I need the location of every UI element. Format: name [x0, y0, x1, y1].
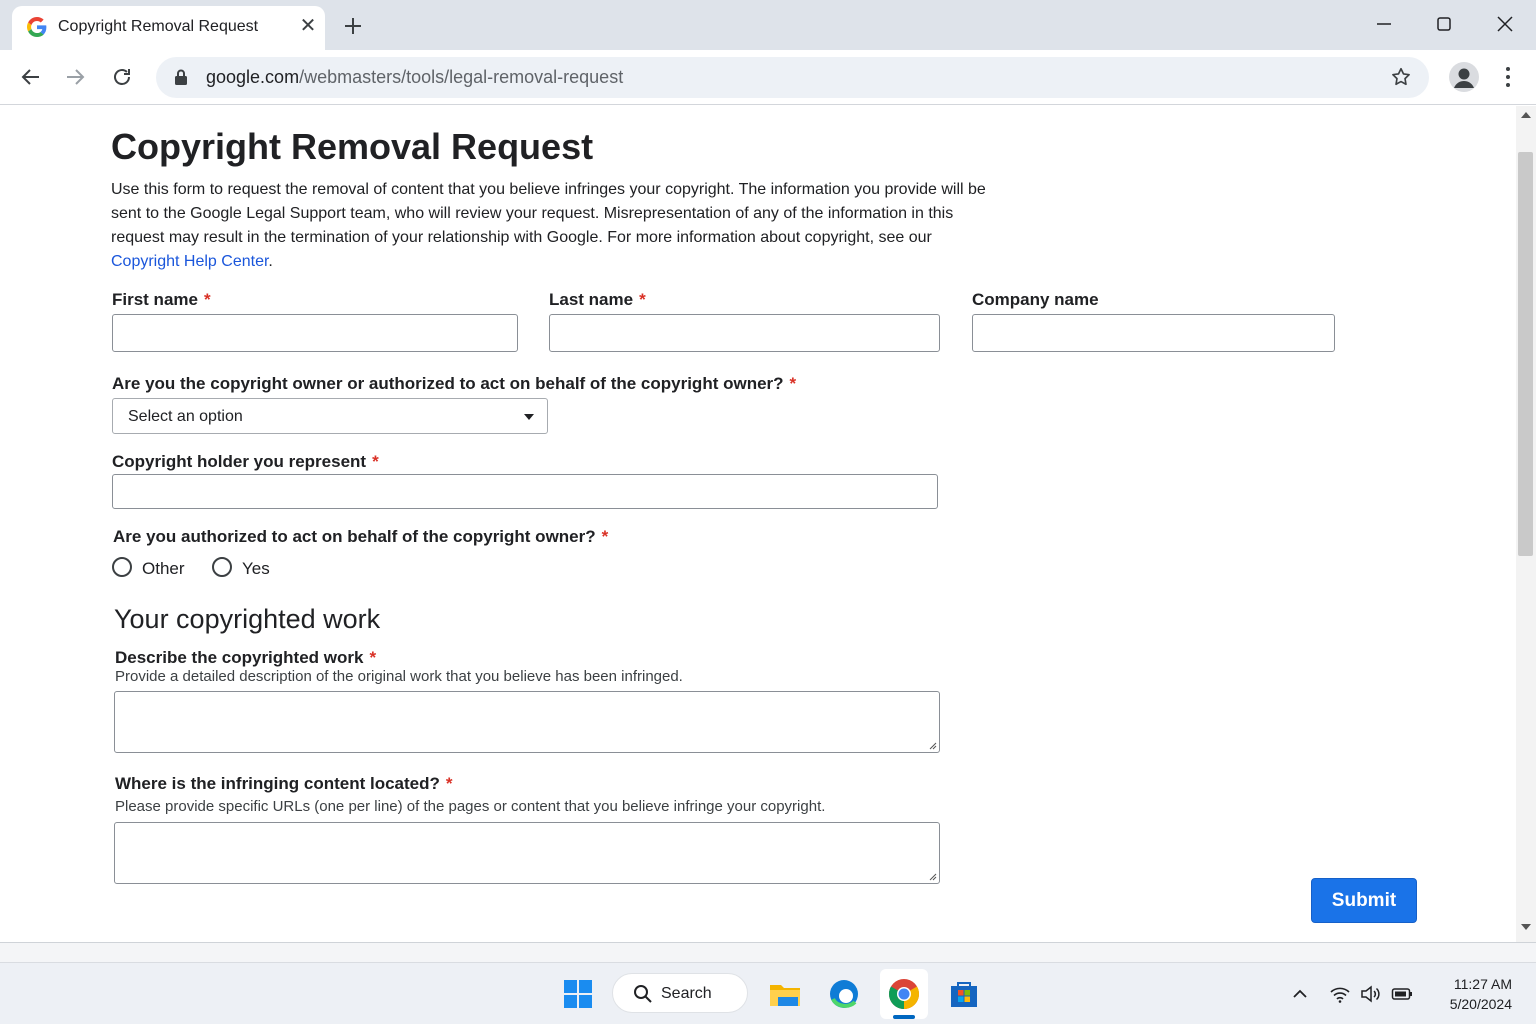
- minimize-icon[interactable]: [1372, 12, 1396, 36]
- intro-text: Use this form to request the removal of content that you believe infringes your copyright. The information you provide will be sent to the Google Legal Support team, who will review your request. Misrepresentation of any of the information in this request may result in the termination of your relationship with Google. For more information about copyright, see our: [111, 181, 986, 246]
- location-label: [115, 774, 453, 794]
- tab-close-icon[interactable]: ✕: [299, 15, 317, 37]
- forward-icon[interactable]: [63, 65, 87, 89]
- required-mark: *: [369, 648, 377, 667]
- authorized-question-label: [113, 527, 608, 547]
- clock-time: 11:27 AM: [1453, 976, 1512, 992]
- page-scrollbar[interactable]: [1516, 106, 1536, 942]
- chrome-icon[interactable]: [887, 977, 921, 1011]
- clock-date: 5/20/2024: [1449, 996, 1512, 1012]
- resize-grip-icon[interactable]: [927, 740, 937, 750]
- holder-label: [112, 452, 379, 472]
- describe-label-text: Describe the copyrighted work: [115, 648, 364, 667]
- last-name-label: [549, 290, 646, 310]
- more-menu-icon[interactable]: [1498, 64, 1518, 90]
- lock-icon[interactable]: [173, 68, 189, 86]
- radio-yes-label[interactable]: Yes: [242, 559, 270, 578]
- submit-button[interactable]: Submit: [1311, 878, 1417, 923]
- intro-end: .: [268, 253, 273, 270]
- intro-paragraph: [111, 178, 991, 274]
- resize-grip-icon[interactable]: [927, 871, 937, 881]
- required-mark: *: [601, 527, 609, 546]
- radio-other-label[interactable]: Other: [142, 559, 185, 578]
- browser-toolbar: [0, 50, 1536, 105]
- back-icon[interactable]: [19, 65, 43, 89]
- chevron-up-icon[interactable]: [1289, 983, 1311, 1005]
- required-mark: *: [789, 374, 797, 393]
- owner-question-text: Are you the copyright owner or authorized to act on behalf of the copyright owner?: [112, 374, 784, 393]
- owner-question-label: [112, 374, 796, 394]
- required-mark: *: [203, 290, 211, 309]
- location-textarea[interactable]: [114, 822, 940, 884]
- copyright-help-center-link[interactable]: Copyright Help Center: [111, 253, 269, 270]
- authorized-question-text: Are you authorized to act on behalf of the copyright owner?: [113, 527, 596, 546]
- first-name-label-text: First name: [112, 290, 198, 309]
- address-bar[interactable]: [156, 57, 1429, 98]
- browser-tab[interactable]: [12, 6, 325, 50]
- url-host: google.com: [206, 67, 300, 87]
- describe-help: Provide a detailed description of the original work that you believe has been infringed.: [115, 668, 683, 685]
- describe-label: [115, 648, 376, 668]
- chevron-down-icon: [524, 414, 534, 420]
- close-window-icon[interactable]: [1493, 12, 1517, 36]
- battery-icon[interactable]: [1391, 983, 1413, 1005]
- taskbar-clock[interactable]: [1420, 974, 1512, 1014]
- owner-select-value: Select an option: [128, 408, 243, 425]
- search-icon: [633, 984, 653, 1004]
- edge-icon[interactable]: [827, 977, 861, 1011]
- owner-select[interactable]: [112, 398, 548, 434]
- section-title: Your copyrighted work: [114, 604, 381, 634]
- holder-label-text: Copyright holder you represent: [112, 452, 367, 471]
- bookmark-star-icon[interactable]: [1390, 66, 1412, 88]
- browser-titlebar: [0, 0, 1536, 50]
- url-text[interactable]: [206, 67, 623, 88]
- company-name-label: Company name: [972, 290, 1099, 309]
- windows-start-icon[interactable]: [561, 977, 595, 1011]
- location-help: Please provide specific URLs (one per line) of the pages or content that you believe infringe your copyright.: [115, 798, 826, 815]
- last-name-input[interactable]: [549, 314, 940, 352]
- scrollbar-thumb[interactable]: [1518, 152, 1533, 556]
- search-label: Search: [661, 985, 712, 1002]
- tab-title: Copyright Removal Request: [58, 18, 259, 35]
- active-app-indicator: [893, 1015, 915, 1019]
- window-bottom-edge: [0, 942, 1536, 962]
- scroll-up-arrow-icon[interactable]: [1521, 112, 1531, 118]
- new-tab-icon[interactable]: [341, 14, 365, 38]
- first-name-input[interactable]: [112, 314, 518, 352]
- holder-input[interactable]: [112, 474, 938, 509]
- taskbar-search[interactable]: [612, 973, 748, 1013]
- scroll-down-arrow-icon[interactable]: [1521, 924, 1531, 930]
- radio-other[interactable]: [112, 557, 132, 577]
- google-logo-icon: [27, 17, 47, 37]
- last-name-label-text: Last name: [549, 290, 634, 309]
- required-mark: *: [445, 774, 453, 793]
- radio-yes[interactable]: [212, 557, 232, 577]
- taskbar: [0, 962, 1536, 1024]
- required-mark: *: [372, 452, 379, 471]
- required-mark: *: [639, 290, 646, 309]
- location-label-text: Where is the infringing content located?: [115, 774, 440, 793]
- volume-icon[interactable]: [1359, 983, 1381, 1005]
- web-page: [0, 106, 1516, 942]
- maximize-icon[interactable]: [1432, 12, 1456, 36]
- wifi-icon[interactable]: [1329, 983, 1351, 1005]
- reload-icon[interactable]: [110, 65, 134, 89]
- first-name-label: [112, 290, 211, 310]
- describe-textarea[interactable]: [114, 691, 940, 753]
- company-name-input[interactable]: [972, 314, 1335, 352]
- url-path: /webmasters/tools/legal-removal-request: [299, 67, 624, 87]
- page-title: Copyright Removal Request: [111, 126, 594, 167]
- microsoft-store-icon[interactable]: [947, 977, 981, 1011]
- profile-avatar-icon[interactable]: [1449, 62, 1479, 92]
- file-explorer-icon[interactable]: [768, 977, 802, 1011]
